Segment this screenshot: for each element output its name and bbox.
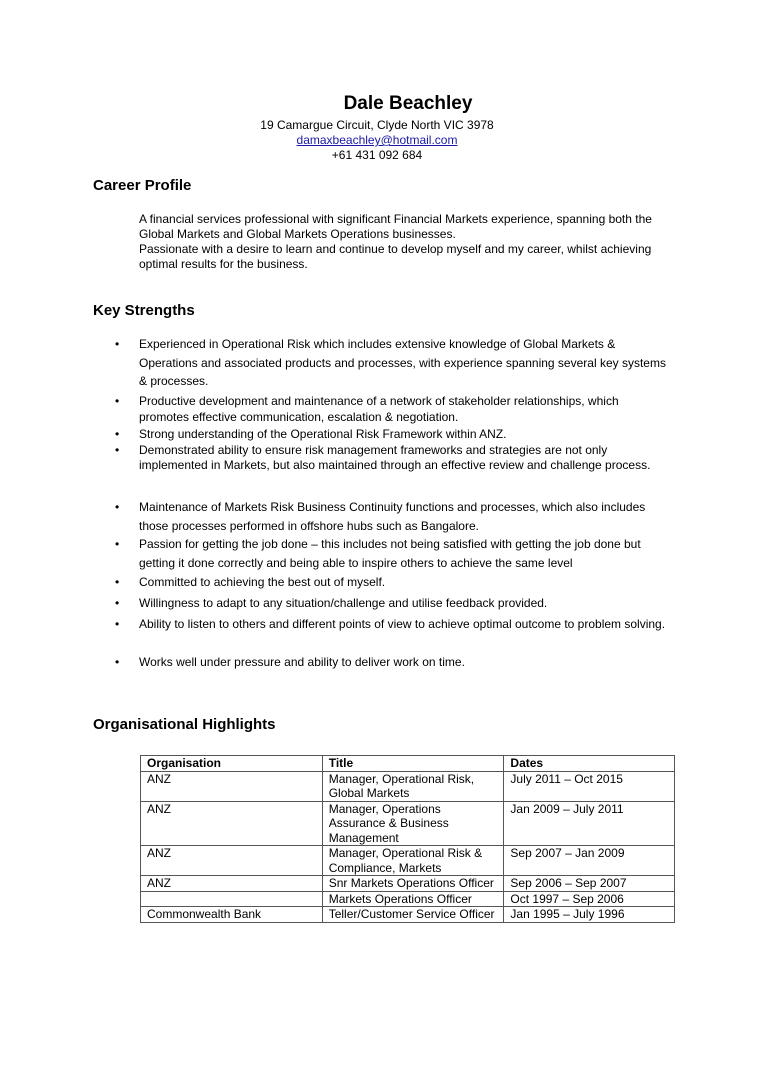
table-row bbox=[141, 907, 675, 923]
bullet-icon: • bbox=[115, 337, 120, 351]
list-item-text: Ability to listen to others and different points of view to achieve optimal outcome to problem solving. bbox=[139, 617, 666, 631]
table-row bbox=[141, 801, 675, 846]
career-profile-heading: Career Profile bbox=[93, 177, 192, 194]
cell-dates: Oct 1997 – Sep 2006 bbox=[504, 891, 675, 907]
cell-title: Manager, Operations Assurance & Business Management bbox=[322, 801, 504, 846]
career-profile-text bbox=[139, 212, 679, 272]
org-highlights-table bbox=[140, 755, 675, 923]
cell-organisation: ANZ bbox=[141, 846, 323, 876]
bullet-icon: • bbox=[115, 575, 120, 589]
address: 19 Camargue Circuit, Clyde North VIC 3978 bbox=[260, 118, 494, 132]
cell-dates: Sep 2007 – Jan 2009 bbox=[504, 846, 675, 876]
list-item-text: Productive development and maintenance of a network of stakeholder relationships, which promotes effective communication, escalation & negotiation. bbox=[139, 394, 619, 424]
cell-dates: Jan 1995 – July 1996 bbox=[504, 907, 675, 923]
cell-title: Markets Operations Officer bbox=[322, 891, 504, 907]
bullet-icon: • bbox=[115, 500, 120, 514]
table-row bbox=[141, 771, 675, 801]
cell-organisation: Commonwealth Bank bbox=[141, 907, 323, 923]
list-item-text: Willingness to adapt to any situation/challenge and utilise feedback provided. bbox=[139, 596, 548, 610]
org-highlights-heading: Organisational Highlights bbox=[93, 716, 276, 733]
career-profile-paragraph: A financial services professional with significant Financial Markets experience, spanning both the Global Markets and Global Markets Operations businesses. bbox=[139, 212, 652, 241]
list-item-text: Maintenance of Markets Risk Business Continuity functions and processes, which also includes those processes performed in offshore hubs such as Bangalore. bbox=[139, 500, 646, 533]
list-item-text: Strong understanding of the Operational Risk Framework within ANZ. bbox=[139, 427, 507, 441]
list-item-text: Works well under pressure and ability to deliver work on time. bbox=[139, 655, 465, 669]
table-header-row bbox=[141, 756, 675, 772]
column-header-title: Title bbox=[322, 756, 504, 772]
bullet-icon: • bbox=[115, 443, 120, 457]
phone-number: +61 431 092 684 bbox=[331, 148, 423, 162]
list-item-text: Demonstrated ability to ensure risk management frameworks and strategies are not only implemented in Markets, but also maintained through an effective review and challenge process. bbox=[139, 443, 651, 472]
cell-title: Manager, Operational Risk, Global Markets bbox=[322, 771, 504, 801]
cell-title: Teller/Customer Service Officer bbox=[322, 907, 504, 923]
cell-organisation: ANZ bbox=[141, 876, 323, 892]
list-item-text: Experienced in Operational Risk which includes extensive knowledge of Global Markets & Operations and associated products and processes, with experience spanning several key systems & processes. bbox=[139, 337, 666, 388]
cell-title: Snr Markets Operations Officer bbox=[322, 876, 504, 892]
column-header-dates: Dates bbox=[504, 756, 675, 772]
bullet-icon: • bbox=[115, 537, 120, 551]
career-profile-paragraph: Passionate with a desire to learn and continue to develop myself and my career, whilst achieving optimal results for the business. bbox=[139, 242, 652, 271]
cell-dates: July 2011 – Oct 2015 bbox=[504, 771, 675, 801]
cell-organisation bbox=[141, 891, 323, 907]
bullet-icon: • bbox=[115, 394, 120, 408]
table-row bbox=[141, 876, 675, 892]
table-row bbox=[141, 846, 675, 876]
column-header-organisation: Organisation bbox=[141, 756, 323, 772]
email-link[interactable]: damaxbeachley@hotmail.com bbox=[296, 133, 458, 147]
bullet-icon: • bbox=[115, 617, 120, 631]
table-row bbox=[141, 891, 675, 907]
list-item-text: Passion for getting the job done – this includes not being satisfied with getting the job done but getting it done correctly and being able to inspire others to achieve the same level bbox=[139, 537, 641, 570]
list-item-text: Committed to achieving the best out of myself. bbox=[139, 575, 386, 589]
bullet-icon: • bbox=[115, 655, 120, 669]
cell-organisation: ANZ bbox=[141, 771, 323, 801]
cell-title: Manager, Operational Risk & Compliance, Markets bbox=[322, 846, 504, 876]
cell-organisation: ANZ bbox=[141, 801, 323, 846]
bullet-icon: • bbox=[115, 596, 120, 610]
key-strengths-heading: Key Strengths bbox=[93, 302, 195, 319]
bullet-icon: • bbox=[115, 427, 120, 441]
candidate-name: Dale Beachley bbox=[343, 93, 473, 114]
cell-dates: Jan 2009 – July 2011 bbox=[504, 801, 675, 846]
cell-dates: Sep 2006 – Sep 2007 bbox=[504, 876, 675, 892]
